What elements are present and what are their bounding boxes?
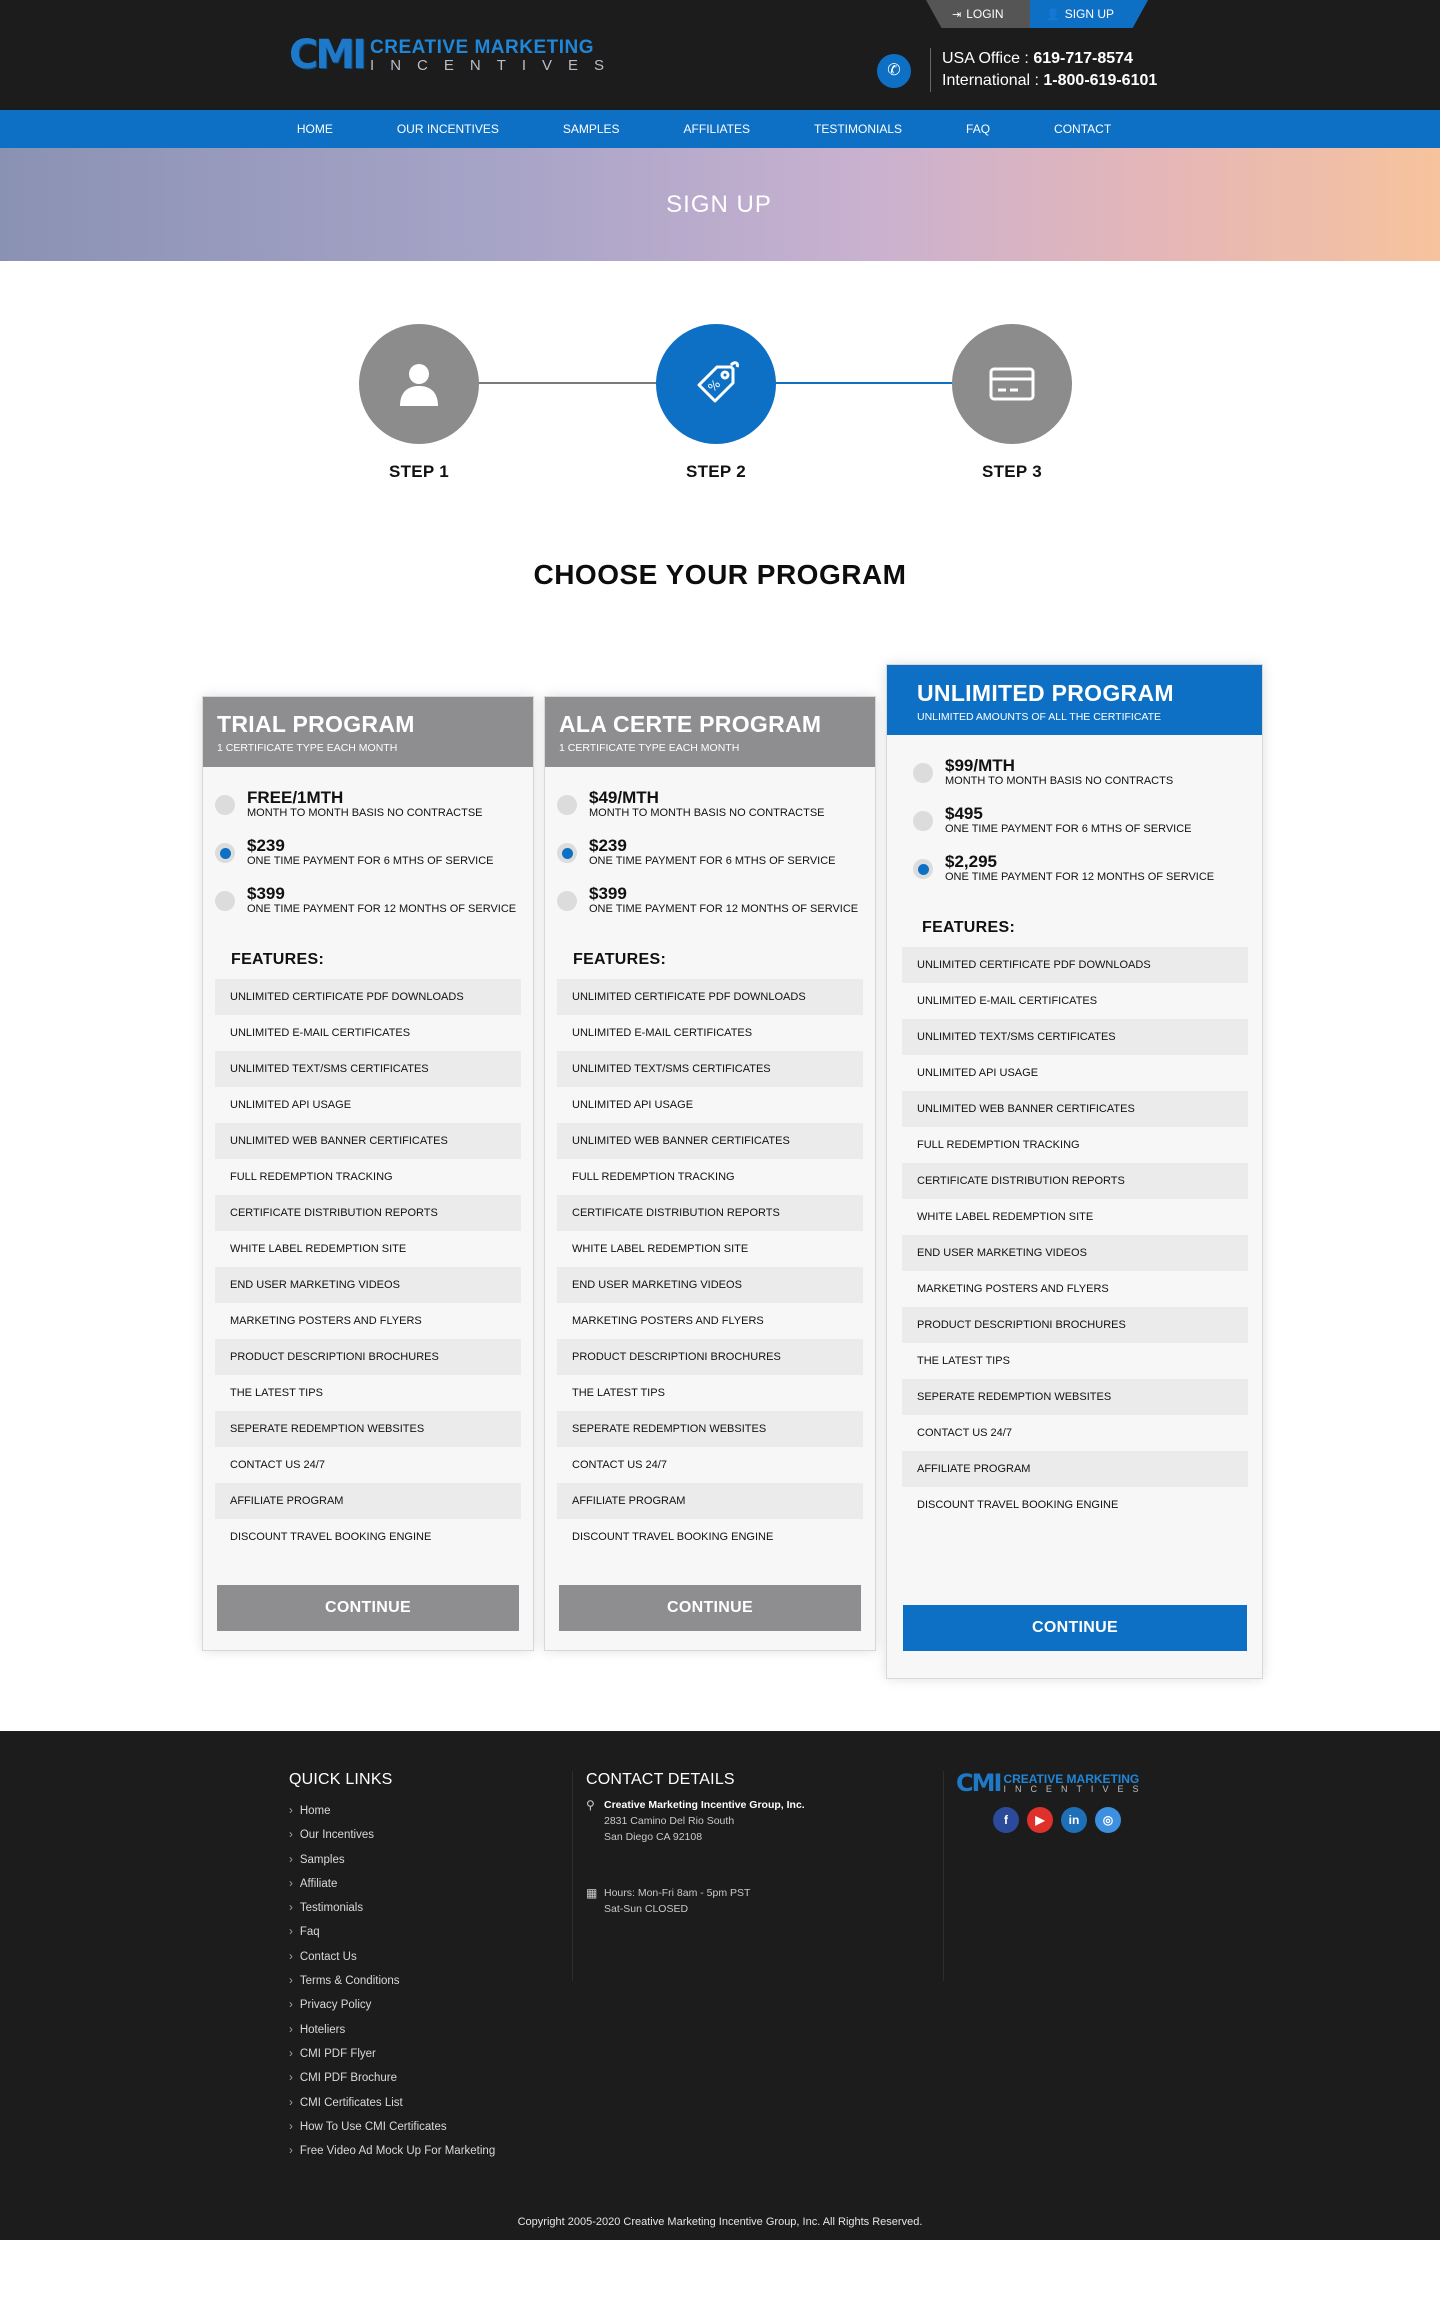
page-title: SIGN UP	[666, 190, 772, 218]
plan-option[interactable]	[557, 837, 863, 885]
feature-item: UNLIMITED TEXT/SMS CERTIFICATES	[215, 1051, 521, 1087]
feature-item: FULL REDEMPTION TRACKING	[917, 1139, 1080, 1151]
feature-item: PRODUCT DESCRIPTIONI BROCHURES	[902, 1307, 1248, 1343]
site-logo[interactable]	[289, 32, 665, 78]
footer-logo[interactable]	[956, 1771, 1156, 1795]
footer-link-home[interactable]: › Home	[289, 1799, 495, 1823]
radio-button-selected[interactable]	[913, 859, 933, 879]
plan-title: UNLIMITED PROGRAM	[917, 680, 1174, 706]
plan-subtitle: 1 CERTIFICATE TYPE EACH MONTH	[217, 742, 398, 754]
plan-title: ALA CERTE PROGRAM	[559, 711, 822, 737]
address-row	[586, 1797, 943, 1845]
logo-name-line1: CREATIVE MARKETING	[370, 36, 595, 58]
user-icon	[359, 324, 479, 444]
site-header	[0, 0, 1440, 110]
step-indicator	[0, 261, 1440, 551]
step-1-label: STEP 1	[388, 462, 450, 481]
plan-option[interactable]	[215, 837, 521, 885]
step-2-label: STEP 2	[685, 462, 747, 481]
feature-item: WHITE LABEL REDEMPTION SITE	[917, 1211, 1094, 1223]
footer-logo-line2: INCENTIVES	[1003, 1783, 1148, 1794]
feature-item: UNLIMITED CERTIFICATE PDF DOWNLOADS	[557, 979, 863, 1015]
credit-card-icon	[952, 324, 1072, 444]
plan-subtitle: 1 CERTIFICATE TYPE EACH MONTH	[559, 742, 740, 754]
address-line2: San Diego CA 92108	[604, 1831, 703, 1843]
option-desc: ONE TIME PAYMENT FOR 6 MTHS OF SERVICE	[945, 823, 1192, 835]
feature-list	[203, 979, 533, 1555]
feature-item: DISCOUNT TRAVEL BOOKING ENGINE	[572, 1531, 774, 1543]
site-footer	[0, 1731, 1440, 2240]
step-connector-1	[478, 382, 656, 384]
plan-title: TRIAL PROGRAM	[217, 711, 415, 737]
plan-options	[545, 767, 875, 933]
calendar-icon: ▦	[586, 1886, 598, 1900]
footer-link-privacy[interactable]: › Privacy Policy	[289, 1993, 495, 2017]
footer-link-pdf-brochure[interactable]: › CMI PDF Brochure	[289, 2066, 495, 2090]
plan-card-unlimited	[886, 664, 1263, 1679]
hours-weekend: Sat-Sun CLOSED	[604, 1903, 689, 1915]
footer-link-affiliate[interactable]: › Affiliate	[289, 1872, 495, 1896]
footer-link-video-ad[interactable]: › Free Video Ad Mock Up For Marketing	[289, 2139, 495, 2163]
plan-option[interactable]	[215, 789, 521, 837]
feature-item: MARKETING POSTERS AND FLYERS	[917, 1283, 1109, 1295]
features-title: FEATURES:	[231, 951, 325, 968]
features-title: FEATURES:	[922, 919, 1016, 936]
feature-item: END USER MARKETING VIDEOS	[902, 1235, 1248, 1271]
address-line1: 2831 Camino Del Rio South	[604, 1815, 735, 1827]
feature-item: SEPERATE REDEMPTION WEBSITES	[557, 1411, 863, 1447]
radio-button[interactable]	[215, 795, 235, 815]
radio-button-selected[interactable]	[557, 843, 577, 863]
feature-item: MARKETING POSTERS AND FLYERS	[230, 1315, 422, 1327]
logo-mark-text: CMI	[289, 32, 365, 78]
option-desc: MONTH TO MONTH BASIS NO CONTRACTS	[945, 775, 1174, 787]
copyright: Copyright 2005-2020 Creative Marketing Incentive Group, Inc. All Rights Reserved.	[517, 2216, 923, 2228]
step-2	[656, 324, 776, 482]
option-price: $495	[945, 804, 983, 823]
option-price: $239	[589, 836, 627, 855]
footer-link-contact-us[interactable]: › Contact Us	[289, 1945, 495, 1969]
plan-option[interactable]	[557, 885, 863, 933]
hours-weekday: Hours: Mon-Fri 8am - 5pm PST	[604, 1887, 751, 1899]
feature-item: UNLIMITED API USAGE	[572, 1099, 694, 1111]
plan-option[interactable]	[913, 757, 1250, 805]
login-link[interactable]	[952, 0, 1004, 28]
feature-item: CONTACT US 24/7	[230, 1459, 325, 1471]
option-desc: MONTH TO MONTH BASIS NO CONTRACTSE	[247, 807, 483, 819]
feature-item: CONTACT US 24/7	[917, 1427, 1012, 1439]
quick-links	[289, 1771, 495, 2163]
quick-links-title: QUICK LINKS	[289, 1771, 393, 1788]
plan-option[interactable]	[215, 885, 521, 933]
footer-link-hoteliers[interactable]: › Hoteliers	[289, 2018, 495, 2042]
nav-testimonials[interactable]: TESTIMONIALS	[814, 122, 903, 136]
company-name: Creative Marketing Incentive Group, Inc.	[604, 1799, 805, 1811]
plan-options	[203, 767, 533, 933]
map-pin-icon: ⚲	[586, 1798, 595, 1812]
footer-link-pdf-flyer[interactable]: › CMI PDF Flyer	[289, 2042, 495, 2066]
feature-item: UNLIMITED E-MAIL CERTIFICATES	[230, 1027, 411, 1039]
radio-button-selected[interactable]	[215, 843, 235, 863]
radio-button[interactable]	[913, 763, 933, 783]
feature-item: DISCOUNT TRAVEL BOOKING ENGINE	[917, 1499, 1119, 1511]
step-1	[359, 324, 479, 482]
feature-item: UNLIMITED API USAGE	[917, 1067, 1039, 1079]
usa-office-label: USA Office :	[942, 50, 1029, 67]
option-price: $239	[247, 836, 285, 855]
step-connector-2	[774, 382, 952, 384]
logo-mark	[289, 32, 365, 78]
continue-button-ala-certe[interactable]: CONTINUE	[559, 1585, 861, 1631]
usa-office-phone[interactable]: 619-717-8574	[1033, 50, 1133, 67]
pricing-cards	[0, 591, 1440, 1731]
price-tag-icon	[656, 324, 776, 444]
option-desc: ONE TIME PAYMENT FOR 12 MONTHS OF SERVICE	[589, 903, 859, 915]
international-label: International :	[942, 72, 1039, 89]
plan-option[interactable]	[557, 789, 863, 837]
continue-button-unlimited[interactable]: CONTINUE	[903, 1605, 1247, 1651]
continue-button-trial[interactable]: CONTINUE	[217, 1585, 519, 1631]
feature-item: UNLIMITED CERTIFICATE PDF DOWNLOADS	[215, 979, 521, 1015]
feature-item: THE LATEST TIPS	[572, 1387, 665, 1399]
feature-item: UNLIMITED WEB BANNER CERTIFICATES	[215, 1123, 521, 1159]
footer-link-terms[interactable]: › Terms & Conditions	[289, 1969, 495, 1993]
feature-item: MARKETING POSTERS AND FLYERS	[572, 1315, 764, 1327]
feature-item: FULL REDEMPTION TRACKING	[572, 1171, 735, 1183]
footer-link-our-incentives[interactable]: › Our Incentives	[289, 1823, 495, 1847]
contact-details	[572, 1771, 944, 1981]
radio-button[interactable]	[557, 891, 577, 911]
footer-link-testimonials[interactable]: › Testimonials	[289, 1896, 495, 1920]
feature-item: PRODUCT DESCRIPTIONI BROCHURES	[215, 1339, 521, 1375]
plan-subtitle: UNLIMITED AMOUNTS OF ALL THE CERTIFICATE	[917, 711, 1162, 723]
header-contact	[930, 48, 1157, 92]
plan-card-ala-certe	[544, 696, 876, 1651]
footer-logo-mark: CMI	[956, 1769, 1001, 1797]
features-title: FEATURES:	[573, 951, 667, 968]
radio-button[interactable]	[557, 795, 577, 815]
radio-button[interactable]	[215, 891, 235, 911]
plan-header	[545, 697, 875, 767]
footer-link-certificates-list[interactable]: › CMI Certificates List	[289, 2091, 495, 2115]
option-price: $399	[589, 884, 627, 903]
hours-row	[586, 1885, 943, 1917]
plan-option[interactable]	[913, 805, 1250, 853]
radio-button[interactable]	[913, 811, 933, 831]
footer-link-faq[interactable]: › Faq	[289, 1920, 495, 1944]
option-desc: MONTH TO MONTH BASIS NO CONTRACTSE	[589, 807, 825, 819]
step-3-label: STEP 3	[981, 462, 1043, 481]
feature-item: FULL REDEMPTION TRACKING	[230, 1171, 393, 1183]
footer-brand	[956, 1771, 1156, 1833]
feature-item: END USER MARKETING VIDEOS	[215, 1267, 521, 1303]
feature-item: WHITE LABEL REDEMPTION SITE	[230, 1243, 407, 1255]
logo-name-line2: INCENTIVES	[370, 56, 621, 74]
option-price: $49/MTH	[589, 788, 659, 807]
signup-label: SIGN UP	[1064, 7, 1115, 21]
feature-item: AFFILIATE PROGRAM	[902, 1451, 1248, 1487]
footer-link-samples[interactable]: › Samples	[289, 1848, 495, 1872]
footer-logo-line1: CREATIVE MARKETING	[1003, 1771, 1140, 1786]
svg-text:%: %	[705, 376, 724, 395]
option-price: FREE/1MTH	[247, 788, 344, 807]
plan-options	[887, 735, 1262, 901]
nav-contact[interactable]: CONTACT	[1054, 122, 1112, 136]
footer-link-how-to-use[interactable]: › How To Use CMI Certificates	[289, 2115, 495, 2139]
social-links	[993, 1807, 1156, 1833]
facebook-icon[interactable]: f	[993, 1807, 1019, 1833]
option-desc: ONE TIME PAYMENT FOR 12 MONTHS OF SERVICE	[247, 903, 517, 915]
step-3	[952, 324, 1072, 482]
feature-item: UNLIMITED TEXT/SMS CERTIFICATES	[902, 1019, 1248, 1055]
feature-list	[887, 947, 1262, 1523]
nav-samples[interactable]: SAMPLES	[562, 122, 620, 136]
login-icon: ⇥	[952, 9, 962, 21]
feature-item: AFFILIATE PROGRAM	[557, 1483, 863, 1519]
option-desc: ONE TIME PAYMENT FOR 6 MTHS OF SERVICE	[247, 855, 494, 867]
plan-header	[887, 665, 1262, 735]
instagram-icon[interactable]: ◎	[1095, 1807, 1121, 1833]
feature-item: SEPERATE REDEMPTION WEBSITES	[902, 1379, 1248, 1415]
feature-item: UNLIMITED API USAGE	[230, 1099, 352, 1111]
feature-item: AFFILIATE PROGRAM	[215, 1483, 521, 1519]
feature-item: UNLIMITED WEB BANNER CERTIFICATES	[557, 1123, 863, 1159]
option-price: $399	[247, 884, 285, 903]
login-label: LOGIN	[966, 7, 1004, 21]
feature-item: CONTACT US 24/7	[572, 1459, 667, 1471]
international-phone[interactable]: 1-800-619-6101	[1043, 72, 1158, 89]
feature-item: PRODUCT DESCRIPTIONI BROCHURES	[557, 1339, 863, 1375]
feature-item: CERTIFICATE DISTRIBUTION REPORTS	[557, 1195, 863, 1231]
option-price: $2,295	[945, 852, 997, 871]
plan-header	[203, 697, 533, 767]
feature-list	[545, 979, 875, 1555]
feature-item: THE LATEST TIPS	[230, 1387, 323, 1399]
linkedin-icon[interactable]: in	[1061, 1807, 1087, 1833]
phone-icon: ✆	[877, 54, 911, 88]
feature-item: DISCOUNT TRAVEL BOOKING ENGINE	[230, 1531, 432, 1543]
nav-affiliates[interactable]: AFFILIATES	[683, 122, 751, 136]
feature-item: SEPERATE REDEMPTION WEBSITES	[215, 1411, 521, 1447]
feature-item: CERTIFICATE DISTRIBUTION REPORTS	[902, 1163, 1248, 1199]
plan-option[interactable]	[913, 853, 1250, 901]
feature-item: THE LATEST TIPS	[917, 1355, 1010, 1367]
auth-tabs	[926, 0, 1148, 28]
feature-item: UNLIMITED CERTIFICATE PDF DOWNLOADS	[902, 947, 1248, 983]
user-plus-icon: 👤	[1046, 9, 1060, 21]
feature-item: CERTIFICATE DISTRIBUTION REPORTS	[215, 1195, 521, 1231]
feature-item: WHITE LABEL REDEMPTION SITE	[572, 1243, 749, 1255]
option-desc: ONE TIME PAYMENT FOR 12 MONTHS OF SERVICE	[945, 871, 1215, 883]
feature-item: UNLIMITED E-MAIL CERTIFICATES	[917, 995, 1098, 1007]
option-price: $99/MTH	[945, 756, 1015, 775]
nav-faq[interactable]: FAQ	[966, 122, 991, 136]
nav-home[interactable]: HOME	[296, 122, 333, 136]
nav-our-incentives[interactable]: OUR INCENTIVES	[396, 122, 499, 136]
plan-card-trial	[202, 696, 534, 1651]
option-desc: ONE TIME PAYMENT FOR 6 MTHS OF SERVICE	[589, 855, 836, 867]
feature-item: UNLIMITED TEXT/SMS CERTIFICATES	[557, 1051, 863, 1087]
signup-link[interactable]	[1046, 0, 1114, 28]
section-title: CHOOSE YOUR PROGRAM	[533, 559, 907, 590]
main-nav	[0, 110, 1440, 148]
feature-item: UNLIMITED E-MAIL CERTIFICATES	[572, 1027, 753, 1039]
contact-details-title: CONTACT DETAILS	[586, 1771, 735, 1788]
youtube-icon[interactable]: ▶	[1027, 1807, 1053, 1833]
feature-item: END USER MARKETING VIDEOS	[557, 1267, 863, 1303]
feature-item: UNLIMITED WEB BANNER CERTIFICATES	[902, 1091, 1248, 1127]
hero-banner	[0, 148, 1440, 261]
